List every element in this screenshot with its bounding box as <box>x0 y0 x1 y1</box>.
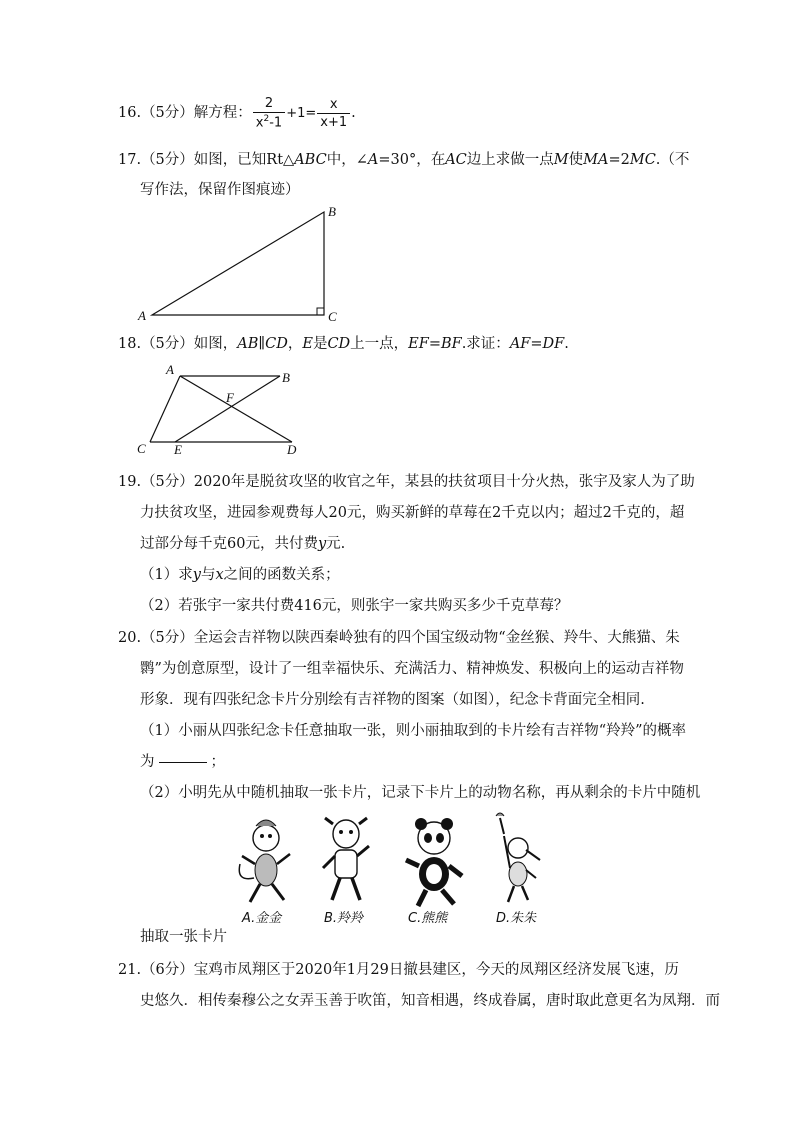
question-20-tail: 抽取一张卡片 <box>140 929 227 945</box>
segment-ad <box>180 376 292 442</box>
var-y: y <box>192 567 201 583</box>
text: 使 <box>568 152 584 168</box>
question-20-line-2: 鹮”为创意原型，设计了一组幸福快乐、充满活力、精神焕发、积极向上的运动吉祥物 <box>140 661 684 677</box>
label-c: C <box>137 441 146 456</box>
question-number: 16. <box>118 105 142 122</box>
text: =30°，在 <box>378 152 446 168</box>
var-af: AF <box>509 336 531 352</box>
text: .求证： <box>461 336 510 352</box>
text: Rt△ <box>266 152 295 168</box>
text: .（不 <box>655 152 690 168</box>
question-18 <box>118 332 569 353</box>
var-e: E <box>302 336 313 352</box>
text: ； <box>210 754 225 770</box>
text: ， <box>287 336 303 352</box>
question-17-line-1 <box>118 148 689 169</box>
card-label-b: B.羚羚 <box>324 911 364 926</box>
fraction-numerator: 2 <box>253 96 285 113</box>
question-number: 19. <box>118 474 142 490</box>
question-number: 17. <box>118 152 142 168</box>
question-number: 20. <box>118 630 142 646</box>
den-exponent: 2 <box>263 114 270 124</box>
card-label-c: C.熊熊 <box>408 911 448 926</box>
label-a: A <box>166 362 174 377</box>
text: 边上求做一点 <box>466 152 554 168</box>
question-score: （5分） <box>141 105 194 122</box>
text: 之间的函数关系； <box>223 567 340 583</box>
question-score: （6分） <box>141 962 194 978</box>
triangle-abc-figure <box>130 200 360 325</box>
question-17-line-2: 写作法，保留作图痕迹） <box>140 182 300 198</box>
question-score: （5分） <box>141 336 194 352</box>
question-20-part-1-answer <box>140 750 225 771</box>
question-score: （5分） <box>141 474 194 490</box>
text: （1）求 <box>140 567 193 583</box>
question-number: 18. <box>118 336 142 352</box>
text: = <box>530 336 543 352</box>
text: . <box>564 336 569 352</box>
var-ma: MA <box>583 152 609 168</box>
den-base: x <box>255 115 264 131</box>
text: 是 <box>312 336 328 352</box>
mascot-monkey-image <box>239 820 290 902</box>
parallel-lines-figure <box>130 360 305 458</box>
var-df: DF <box>542 336 565 352</box>
var-a: A <box>367 152 379 168</box>
text: 为 <box>140 754 155 770</box>
text: = <box>428 336 441 352</box>
segment-be <box>175 376 280 442</box>
mascot-ibis-image <box>496 813 540 902</box>
fraction-denominator: x+1 <box>320 114 348 130</box>
question-21-line-1 <box>118 958 679 979</box>
segment-ac <box>150 376 180 442</box>
text: 上一点， <box>350 336 409 352</box>
card-label-a: A.金金 <box>242 911 282 926</box>
text: 宝鸡市凤翔区于2020年1月29日撤县建区，今天的凤翔区经济发展飞速，历 <box>193 962 679 978</box>
text: 与 <box>200 567 216 583</box>
text: 元. <box>326 536 346 552</box>
label-a: A <box>138 308 146 323</box>
mascot-takin-image <box>323 818 369 900</box>
triangle-abc <box>152 212 324 315</box>
var-bf: BF <box>440 336 462 352</box>
text: 2020年是脱贫攻坚的收官之年，某县的扶贫项目十分火热，张宇及家人为了助 <box>193 474 695 490</box>
fraction-rhs <box>317 97 350 130</box>
question-16 <box>118 96 356 130</box>
mascot-cards-figure <box>228 812 550 932</box>
var-y: y <box>317 536 327 552</box>
question-score: （5分） <box>141 152 194 168</box>
fraction-denominator <box>253 113 285 130</box>
label-b: B <box>282 370 290 385</box>
question-20-part-2: （2）小明先从中随机抽取一张卡片，记录下卡片上的动物名称，再从剩余的卡片中随机 <box>140 785 701 801</box>
var-ef: EF <box>408 336 429 352</box>
fraction-lhs <box>253 96 285 130</box>
question-20-part-1: （1）小丽从四张纪念卡任意抽取一张，则小丽抽取到的卡片绘有吉祥物“羚羚”的概率 <box>140 723 687 739</box>
question-19-part-2: （2）若张宇一家共付费416元，则张宇一家共购买多少千克草莓？ <box>140 598 569 614</box>
text: 中，∠ <box>326 152 368 168</box>
label-e: E <box>174 442 182 457</box>
mascot-panda-image <box>406 818 462 906</box>
right-angle-mark <box>317 308 324 315</box>
text: 如图，已知 <box>193 152 267 168</box>
var-m: M <box>553 152 569 168</box>
var-mc: MC <box>629 152 656 168</box>
answer-blank[interactable] <box>159 762 207 763</box>
label-f: F <box>226 390 234 405</box>
card-label-d: D.朱朱 <box>496 911 537 926</box>
text: 全运会吉祥物以陕西秦岭独有的四个国宝级动物“金丝猴、羚牛、大熊猫、朱 <box>193 630 680 646</box>
question-score: （5分） <box>141 630 194 646</box>
question-21-line-2: 史悠久．相传秦穆公之女弄玉善于吹笛，知音相遇，终成眷属，唐时取此意更名为凤翔．而 <box>140 993 720 1009</box>
label-c: C <box>328 309 337 324</box>
question-19-line-1 <box>118 470 695 491</box>
var-ac: AC <box>445 152 467 168</box>
plus-one: +1= <box>286 106 317 122</box>
text: 过部分每千克60元，共付费 <box>140 536 318 552</box>
question-20-line-3: 形象．现有四张纪念卡片分别绘有吉祥物的图案（如图），纪念卡背面完全相同. <box>140 692 645 708</box>
period: . <box>351 105 356 122</box>
question-text: 解方程： <box>193 105 252 122</box>
label-d: D <box>287 442 297 457</box>
var-x: x <box>215 567 224 583</box>
den-rest: -1 <box>269 115 283 131</box>
text: =2 <box>608 152 630 168</box>
var-abc: ABC <box>294 152 327 168</box>
question-19-part-1 <box>140 563 340 584</box>
question-19-line-3 <box>140 532 345 553</box>
question-20-line-1 <box>118 626 680 647</box>
fraction-numerator: x <box>317 97 350 114</box>
question-number: 21. <box>118 962 142 978</box>
var-ab-cd: AB∥CD <box>237 336 288 352</box>
var-cd: CD <box>327 336 351 352</box>
text: 如图， <box>193 336 238 352</box>
label-b: B <box>328 204 336 219</box>
question-19-line-2: 力扶贫攻坚，进园参观费每人20元，购买新鲜的草莓在2千克以内；超过2千克的，超 <box>140 505 685 521</box>
